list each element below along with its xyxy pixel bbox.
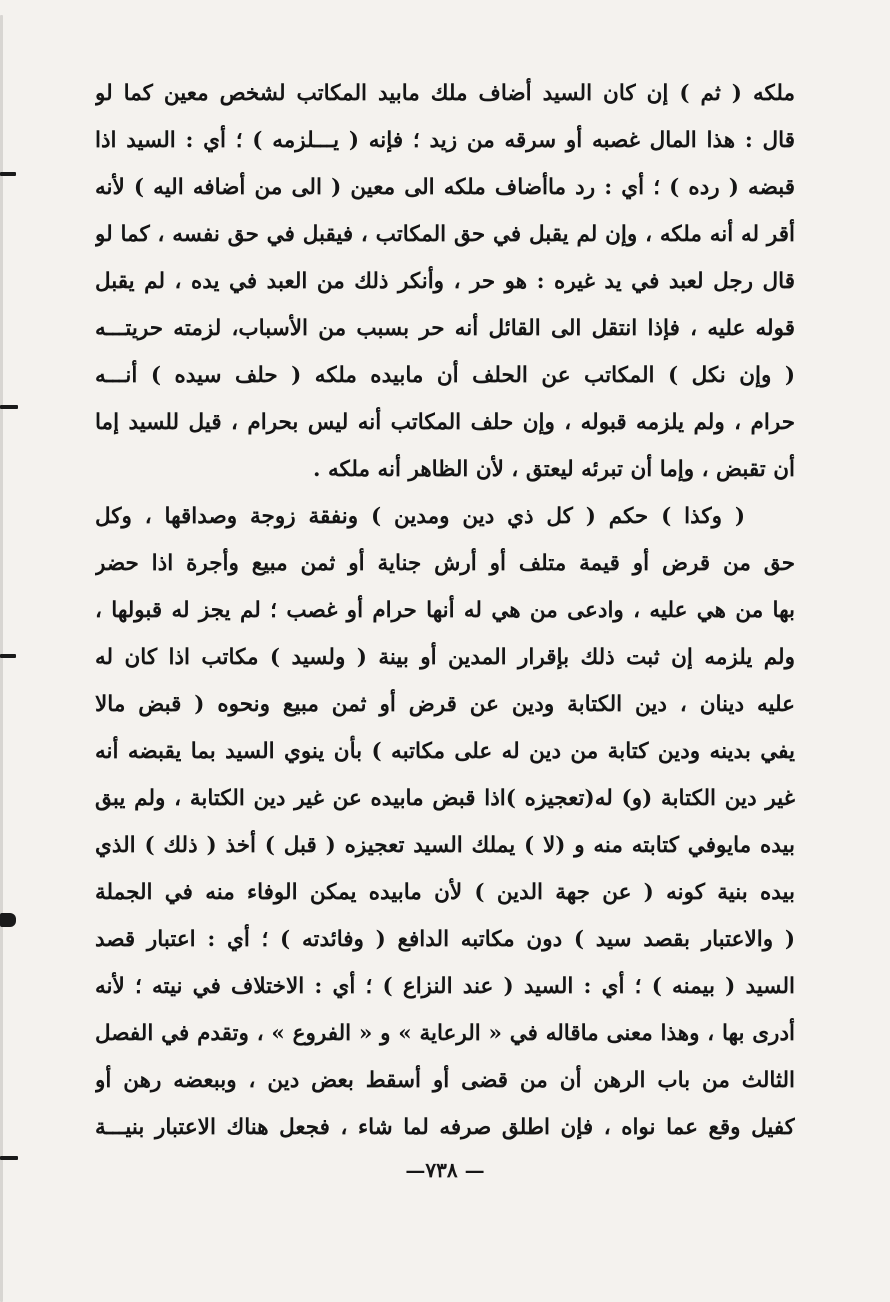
text-line: ولم يلزمه إن ثبت ذلك بإقرار المدين أو بينة ( ولسيد ) مكاتب اذا كان له [95,645,795,670]
text-line: السيد ( بيمنه ) ؛ أي : السيد ( عند النزاع ) ؛ أي : الاختلاف في نيته ؛ لأنه [95,974,795,999]
binding-edge-shadow [0,15,3,1302]
margin-tick-mark [0,654,16,658]
text-line: أن تقبض ، وإما أن تبرئه ليعتق ، لأن الظاهر أنه ملكه . [313,457,795,482]
margin-tick-mark [0,172,16,176]
text-line: يفي بدينه ودين كتابة من دين له على مكاتبه ) بأن ينوي السيد بما يقبضه أنه [95,739,795,764]
text-line: أقر له أنه ملكه ، وإن لم يقبل في حق المكاتب ، فيقبل في حق نفسه ، كما لو [95,222,795,247]
text-line: كفيل وقع عما نواه ، فإن اطلق صرفه لما شاء ، فجعل هناك الاعتبار بنيـــة [95,1115,795,1140]
margin-tick-mark [0,405,18,409]
text-line: ( والاعتبار بقصد سيد ) دون مكاتبه الدافع ( وفائدته ) ؛ أي : اعتبار قصد [95,927,795,952]
text-line: بيده بنية كونه ( عن جهة الدين ) لأن مابيده يمكن الوفاء منه في الجملة [95,880,795,905]
text-line: بيده مايوفي كتابته منه و (لا ) يملك السيد تعجيزه ( قبل ) أخذ ( ذلك ) الذي [95,833,795,858]
body-text [95,70,795,1151]
text-line: قال رجل لعبد في يد غيره : هو حر ، وأنكر ذلك من العبد في يده ، لم يقبل [95,269,795,294]
text-line: قوله عليه ، فإذا انتقل الى القائل أنه حر بسبب من الأسباب، لزمته حريتـــه [95,316,795,341]
text-line: قال : هذا المال غصبه أو سرقه من زيد ؛ فإنه ( يـــلزمه ) ؛ أي : السيد اذا [95,128,795,153]
text-line: ملكه ( ثم ) إن كان السيد أضاف ملك مابيد المكاتب لشخص معين كما لو [95,81,795,106]
text-line: عليه دينان ، دين الكتابة ودين عن قرض أو ثمن مبيع ونحوه ( قبض مالا [95,692,795,717]
text-line: أدرى بها ، وهذا معنى ماقاله في « الرعاية » و « الفروع » ، وتقدم في الفصل [95,1021,795,1046]
margin-tick-mark [0,913,16,927]
text-line: ( وكذا ) حكم ( كل ذي دين ومدين ) ونفقة زوجة وصداقها ، وكل [95,504,745,529]
text-line: حق من قرض أو قيمة متلف أو أرش جناية أو ثمن مبيع وأجرة اذا حضر [95,551,795,576]
text-line: غير دين الكتابة (و) له(تعجيزه )اذا قبض مابيده عن غير دين الكتابة ، ولم يبق [95,786,795,811]
text-line: بها من هي عليه ، وادعى من هي له أنها حرام أو غصب ؛ لم يجز له قبولها ، [95,598,795,623]
text-line: ( وإن نكل ) المكاتب عن الحلف أن مابيده ملكه ( حلف سيده ) أنـــه [95,363,795,388]
text-line: قبضه ( رده ) ؛ أي : رد ماأضاف ملكه الى معين ( الى من أضافه اليه ) لأنه [95,175,795,200]
text-line: الثالث من باب الرهن أن من قضى أو أسقط بعض دين ، وببعضه رهن أو [95,1068,795,1093]
page-number: — ٧٣٨— [405,1158,485,1182]
text-line: حرام ، ولم يلزمه قبوله ، وإن حلف المكاتب أنه ليس بحرام ، قيل للسيد إما [95,410,795,435]
